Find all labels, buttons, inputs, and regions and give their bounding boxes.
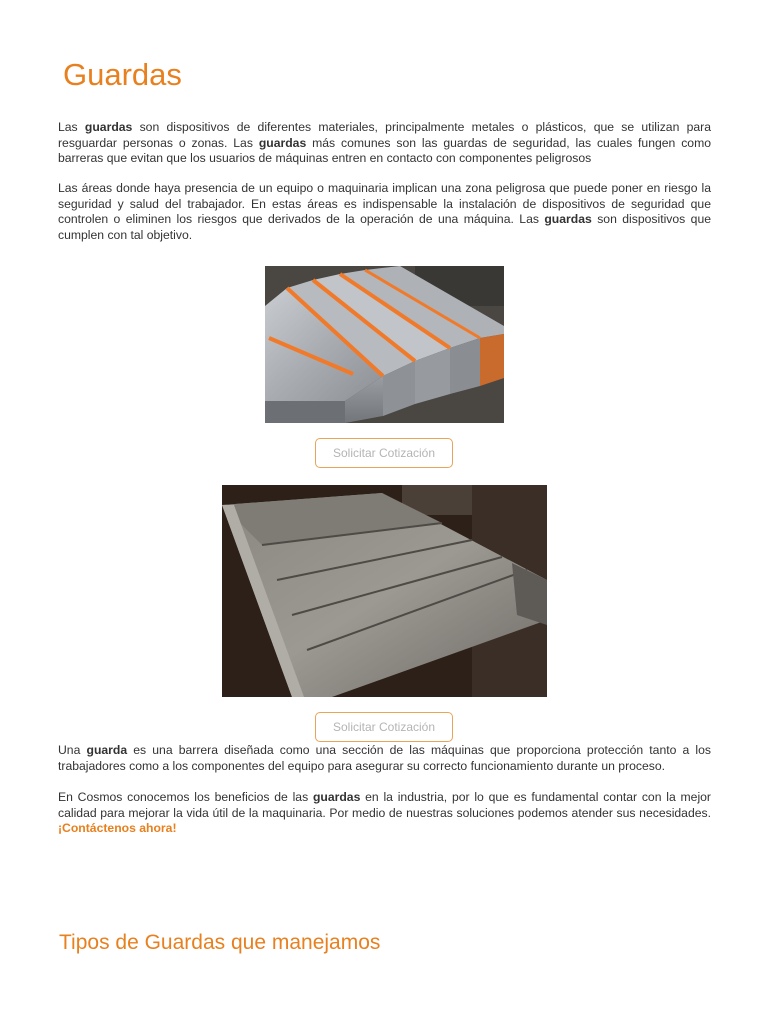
request-quote-button[interactable]: Solicitar Cotización bbox=[315, 438, 453, 468]
text-run: Las bbox=[58, 120, 85, 134]
keyword-guardas: guardas bbox=[544, 212, 592, 226]
keyword-guarda: guarda bbox=[86, 743, 128, 757]
request-quote-button[interactable]: Solicitar Cotización bbox=[315, 712, 453, 742]
telescopic-cover-photo bbox=[265, 266, 504, 423]
steel-way-cover-illustration bbox=[222, 485, 547, 697]
text-run: son dispositivos que cumplen con tal objetivo. bbox=[58, 212, 711, 242]
keyword-guardas: guardas bbox=[312, 790, 361, 804]
text-run: Una bbox=[58, 743, 87, 757]
body-paragraph-2 bbox=[58, 790, 711, 837]
keyword-guardas: guardas bbox=[258, 135, 307, 150]
telescopic-cover-illustration bbox=[265, 266, 504, 423]
intro-paragraph-2 bbox=[58, 181, 711, 243]
page-title: Guardas bbox=[63, 57, 182, 92]
text-run: Las áreas donde haya presencia de un equipo o maquinaria implican una zona peligrosa que puede poner en riesgo la seguridad y salud del trabajador. En estas áreas es indispensable la instalación de dispositivos de seguridad que controlen o eliminen los riesgos que derivados de la operación de una máquina. Las bbox=[58, 181, 711, 226]
text-run: son dispositivos de diferentes materiales, principalmente metales o plásticos, que se utilizan para resguardar personas o zonas. Las bbox=[58, 120, 711, 150]
text-run: en la industria, por lo que es fundamental contar con la mejor calidad para mejorar la vida útil de la maquinaria. Por medio de nuestras soluciones podemos atender sus necesidades. bbox=[58, 790, 711, 820]
steel-way-cover-photo bbox=[222, 485, 547, 697]
text-run: es una barrera diseñada como una sección de las máquinas que proporciona protección tanto a los trabajadores como a los componentes del equipo para asegurar su correcto funcionamiento durante un proceso. bbox=[58, 743, 711, 773]
text-run: más comunes son las guardas de seguridad, las cuales fungen como barreras que evitan que los usuarios de máquinas entren en contacto con componentes peligrosos bbox=[58, 135, 712, 165]
contact-us-link[interactable]: ¡Contáctenos ahora! bbox=[58, 821, 177, 835]
keyword-guardas: guardas bbox=[84, 120, 133, 134]
text-run: En Cosmos conocemos los beneficios de las bbox=[58, 790, 313, 804]
section-title: Tipos de Guardas que manejamos bbox=[59, 931, 381, 954]
body-paragraph-1 bbox=[58, 743, 711, 774]
intro-paragraph-1 bbox=[58, 120, 711, 167]
